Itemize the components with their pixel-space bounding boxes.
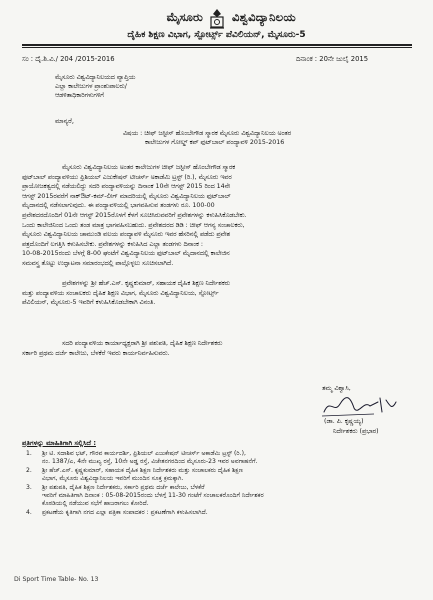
para-line: ಪ್ರವೇಶದರದೊಂದಿಗೆ 01ನೇ ಆಗಸ್ಟ್ 2015ರೊಳಗೆ ಕೆಳಗೆ ಸೂಚಿಸಿರುವವರಿಗೆ ಪ್ರವೇಶಗಳನ್ನು ಕಳುಹಿಸಿಕೊಡಬೇಕು. [22, 211, 247, 219]
para-line: ಮೈಸೂರು ವಿಶ್ವವಿದ್ಯಾನಿಲಯ ಅಂತರ ಕಾಲೇಜುಗಳ ಚೀಫ್ ಜಸ್ಟೀಸ್ ಹೊಂಬೇಗೌಡ ಸ್ಮಾರಕ [62, 164, 236, 171]
signatory-name: (ಡಾ. ಪಿ. ಕೃಷ್ಣಯ್ಯ) [324, 418, 364, 425]
recipient-line: ಎಲ್ಲಾ ಕಾಲೇಜುಗಳ ಪ್ರಾಂಶುಪಾಲರು/ [55, 83, 127, 90]
salutation: ಮಾನ್ಯರೆ, [55, 117, 75, 125]
closing: ತಮ್ಮ ವಿಶ್ವಾಸಿ, [322, 384, 351, 392]
university-name-right: ವಿಶ್ವವಿದ್ಯಾನಿಲಯ [232, 10, 296, 24]
para-line: ಮೈಸೂರು ವಿಶ್ವವಿದ್ಯಾನಿಲಯ ಚಾಮುಂಡಿ ವಲಯ ಪಂದ್ಯಾವಳಿ ಮೈಸೂರು ಇವರ ಹೆಸರಿನಲ್ಲಿ ಪಡೆದು ಪ್ರವೇಶ [22, 231, 231, 239]
recipient-line: ಮೈಸೂರು ವಿಶ್ವವಿದ್ಯಾನಿಲಯದ ವ್ಯಾಪ್ತಿಯ [55, 74, 136, 81]
cc-item: 4. ಪ್ರಕಟಣೆಯ ಕೃತಿಗಾಗಿ ನಗದ ಎಲ್ಲಾ ಪತ್ರಿಕಾ ಸಂಪಾದಕರ : ಪ್ರಕಟಣೆಗಾಗಿ ಕಳುಹಿಸಲಾಗಿದೆ. [26, 508, 208, 516]
cc-list [26, 450, 264, 517]
cc-item: 1. ಶ್ರೀ ಟಿ. ಸದಾಶಿವ ಭಟ್, ಗೌರವ ಕಾರ್ಯದರ್ಶಿ, ಫ್ರಿಶಿಯಲ್ ಎಜುಕೇಷನ್ ಟೀಚರ್ಸ್ ಅಕಾಡೆಮಿ ಟ್ರಸ್ಟ್ (ರಿ.), [26, 450, 246, 457]
subject-block [123, 129, 291, 147]
cc-item: 2. ಶ್ರೀ ಹೆಚ್.ಎಸ್. ಕೃಷ್ಣಕುಮಾರ್, ಸಹಾಯಕ ದೈಹಿಕ ಶಿಕ್ಷಣ ನಿರ್ದೇಶಕರು ಮತ್ತು ಸಂಚಾಲಕರು ದೈಹಿಕ ಶಿಕ್ಷಣ [26, 466, 243, 474]
para-line: ಮೈದಾನದಲ್ಲಿ ನಡೆಸಲಾಗುವುದು. ಈ ಪಂದ್ಯಾವಳಿಯಲ್ಲಿ ಭಾಗವಹಿಸುವ ತಂಡಗಳು ರೂ. 100-00 [22, 202, 215, 210]
subject-line: ಕಾಲೇಜುಗಳ ಗೋಲ್ಡ್ ಕಪ್ ಫುಟ್‌ಬಾಲ್ ಪಂದ್ಯಾವಳಿ 2015-2016 [145, 139, 285, 146]
subject-line: ವಿಷಯ : ಚೀಫ್ ಜಸ್ಟೀಸ್ ಹೊಂಬೇಗೌಡ ಸ್ಮಾರಕ ಮೈಸೂರು ವಿಶ್ವವಿದ್ಯಾನಿಲಯ ಅಂತರ [123, 130, 292, 137]
paragraph-3 [22, 339, 412, 358]
para-line: ಪತ್ರದೊಂದಿಗೆ ಲಗತ್ತಿಸಿ ಕಳುಹಿಸಬೇಕು. ಪ್ರವೇಶಗಳನ್ನು ಕಳುಹಿಸಿದ ಎಲ್ಲಾ ತಂಡಗಳು ದಿನಾಂಕ : [22, 240, 203, 248]
recipient-block [55, 73, 135, 100]
para-line: ಸಮವಸ್ತ್ರ ತೊಟ್ಟು ಉದ್ಘಾಟನಾ ಸಮಾರಂಭದಲ್ಲಿ ಪಾಲ್ಗೊಳ್ಳಲು ಸೂಚಿಸಲಾಗಿದೆ. [22, 259, 174, 267]
cc-heading: ಪ್ರತಿಗಳನ್ನು ಮಾಹಿತಿಗಾಗಿ ಸಲ್ಲಿಸಿದೆ : [22, 439, 96, 447]
letter-date: ದಿನಾಂಕ : 20ನೇ ಜುಲೈ 2015 [296, 55, 369, 63]
cc-item-cont: ಕೊಠಡಿಯಲ್ಲಿ ನಡೆಯುವ ಸಭೆಗೆ ಹಾಜರಾಗಲು ಕೋರಿದೆ. [42, 500, 149, 508]
department-address: ದೈಹಿಕ ಶಿಕ್ಷಣ ವಿಭಾಗ, ಸ್ಪೋರ್ಟ್ಸ್ ಪೆವಿಲಿಯನ್, ಮೈಸೂರು-5 [127, 30, 306, 40]
cc-item-cont: ನಂ. 1387/ಎ, 4ನೇ ಮುಖ್ಯ ರಸ್ತೆ, 10ನೇ ಅಡ್ಡ ರಸ್ತೆ, ವಿಜೇತನಗರದಿಂದ ಮೈಸೂರು-23 ಇವರ ಅವಗಾಹನೆಗೆ. [42, 458, 258, 466]
paragraph-2 [22, 279, 412, 308]
para-line: ಪ್ರವೇಶಗಳನ್ನು ಶ್ರೀ ಹೆಚ್.ಎಸ್. ಕೃಷ್ಣಕುಮಾರ್, ಸಹಾಯಕ ದೈಹಿಕ ಶಿಕ್ಷಣ ನಿರ್ದೇಶಕರು [62, 280, 231, 287]
para-line: ಸದರಿ ಪಂದ್ಯಾವಳಿಯ ಕಾರ್ಯಾಧ್ಯಕ್ಷರಾಗಿ ಶ್ರೀ ಪಶುಪತಿ, ದೈಹಿಕ ಶಿಕ್ಷಣ ನಿರ್ದೇಶಕರು [62, 340, 223, 347]
paragraph-1 [22, 163, 412, 269]
handwritten-signature [320, 392, 400, 420]
letterhead-title [0, 8, 433, 30]
header-rule [22, 44, 412, 46]
para-line: ಫುಟ್‌ಬಾಲ್ ಪಂದ್ಯಾವಳಿಯು ಫ್ರಿಶಿಯಲ್ ಎಜುಕೇಷನ್ ಟೀಚರ್ಸ್ ಅಕಾಡೆಮಿ ಟ್ರಸ್ಟ್ (ರಿ.), ಮೈಸೂರು ಇವರ [22, 173, 232, 181]
reference-number: ಸಂ : ದೈ.ಶಿ.ವಿ./ 204 /2015-2016 [22, 55, 115, 63]
recipient-line: ಆಡಳಿತಾಧಿಕಾರಿಗಳುಗಳಿಗೆ [55, 92, 104, 99]
cc-item-cont: ವಿಭಾಗ, ಮೈಸೂರು ವಿಶ್ವವಿದ್ಯಾನಿಲಯ ಇವರಿಗೆ ಮುಂದಿನ ಸೂಕ್ತ ಕ್ರಮಕ್ಕಾಗಿ. [42, 475, 184, 483]
para-line: ಸರ್ಕಾರಿ ಪ್ರಥಮ ದರ್ಜೆ ಕಾಲೇಜು, ಬೆಳಕೆರೆ ಇವರು ಕಾರ್ಯನಿರ್ವಹಿಸುವರು. [22, 349, 170, 357]
para-line: ಪ್ರಾಯೋಜಕತ್ವದಲ್ಲಿ ನಡೆಯಲಿದ್ದು ಸದರಿ ಪಂದ್ಯಾವಳಿಯನ್ನು ದಿನಾಂಕ 10ನೇ ಆಗಸ್ಟ್ 2015 ರಿಂದ 14ನೇ [22, 183, 231, 191]
para-line: ಪೆವಿಲಿಯನ್, ಮೈಸೂರು-5 ಇವರಿಗೆ ಕಳುಹಿಸಿಕೊಡಬೇಕಾಗಿ ವಿನಂತಿ. [22, 299, 156, 307]
university-name-left: ಮೈಸೂರು [166, 10, 203, 24]
header-rule-thin [22, 47, 412, 48]
university-emblem-icon [206, 8, 228, 30]
cc-item-cont: ಇವರಿಗೆ ಮಾಹಿತಿಗಾಗಿ ದಿನಾಂಕ : 05-08-2015ರಂದು ಬೆಳಗ್ಗೆ 11-30 ಗಂಟೆಗೆ ಸಂಚಾಲಕರೊಂದಿಗೆ ನಿರ್ದೇಶಕರ [42, 492, 264, 500]
para-line: ಆಗಸ್ಟ್ 2015ರವರೆಗೆ ನಾಕ್‌ಔಟ್-ಕಮ್-ಲೀಗ್ ಮಾದರಿಯಲ್ಲಿ ಮೈಸೂರು ವಿಶ್ವವಿದ್ಯಾನಿಲಯ ಫುಟ್‌ಬಾಲ್ [22, 192, 231, 200]
signatory-designation: ನಿರ್ದೇಶಕರು (ಪ್ರಭಾರ) [333, 428, 379, 435]
para-line: 10-08-2015ರಂದು ಬೆಳಗ್ಗೆ 8-00 ಘಂಟೆಗೆ ವಿಶ್ವವಿದ್ಯಾನಿಲಯ ಫುಟ್‌ಬಾಲ್ ಮೈದಾನದಲ್ಲಿ ಕಾಲೇಜಿನ [22, 250, 230, 258]
para-line: ಒಂದು ಕಾಲೇಜಿನಿಂದ ಒಂದು ತಂಡ ಮಾತ್ರ ಭಾಗವಹಿಸಬಹುದು. ಪ್ರವೇಶದರದ ಡಿಡಿ : ಚೀಫ್ ಆಗನ್ಯ ಸಂಚಾಲಕರು, [22, 221, 245, 229]
para-line: ಮತ್ತು ಪಂದ್ಯಾವಳಿಯ ಸಂಚಾಲಕರು ದೈಹಿಕ ಶಿಕ್ಷಣ ವಿಭಾಗ, ಮೈಸೂರು ವಿಶ್ವವಿದ್ಯಾನಿಲಯ, ಸ್ಪೋರ್ಟ್ಸ್ [22, 289, 219, 297]
cc-item: 3. ಶ್ರೀ ಪಶುಪತಿ, ದೈಹಿಕ ಶಿಕ್ಷಣ ನಿರ್ದೇಶಕರು, ಸರ್ಕಾರಿ ಪ್ರಥಮ ದರ್ಜೆ ಕಾಲೇಜು, ಬೆಳಕೆರೆ [26, 483, 205, 491]
footer-note: Di Sport Time Table- No. 13 [14, 576, 99, 583]
